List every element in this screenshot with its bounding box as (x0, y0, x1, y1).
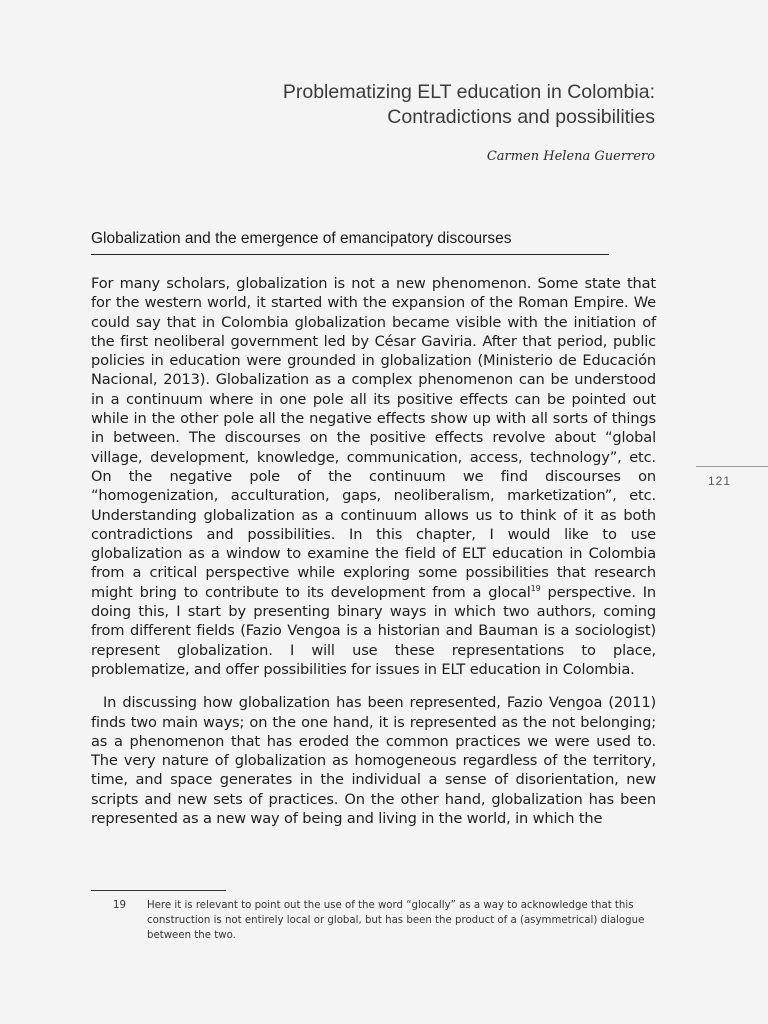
footnote-divider (91, 890, 226, 891)
body-text (91, 274, 656, 828)
paragraph-2: In discussing how globalization has been represented, Fazio Vengoa (2011) finds two main ways; on the one hand, it is represented as the not belonging; as a phenomenon that has eroded the common practices we were used to. The very nature of globalization as homogeneous regardless of the territory, time, and space generates in the individual a sense of disorientation, new scripts and new sets of practices. On the other hand, globalization has been represented as a new way of being and living in the world, in which the (91, 694, 656, 828)
section-heading: Globalization and the emergence of emancipatory discourses (91, 228, 609, 255)
paragraph-1 (91, 274, 656, 679)
author-name: Carmen Helena Guerrero (486, 149, 655, 164)
page-number-rule (696, 466, 768, 467)
footnote (91, 898, 656, 943)
chapter-title-line-1: Problematizing ELT education in Colombia: (282, 81, 655, 103)
chapter-title-line-2: Contradictions and possibilities (387, 106, 655, 128)
paragraph-1-continuation: perspective. In doing this, I start by presenting binary ways in which two authors, coming from different fields (Fazio Vengoa is a historian and Bauman is a sociologist) represent globalization. I will use these representations to place, problematize, and offer possibilities for issues in ELT education in Colombia. (91, 583, 656, 678)
footnote-number: 19 (113, 900, 126, 911)
page-number: 121 (708, 474, 732, 488)
paragraph-1-text: For many scholars, globalization is not a new phenomenon. Some state that for the western world, it started with the expansion of the Roman Empire. We could say that in Colombia globalization became visible with the initiation of the first neoliberal government led by César Gaviria. After that period, public policies in education were grounded in globalization (Ministerio de Educación Nacional, 2013). Globalization as a complex phenomenon can be understood in a continuum where in one pole all its positive effects can be pointed out while in the other pole all the negative effects show up with all sorts of things in between. The discourses on the positive effects revolve about “global village, development, knowledge, communication, access, technology”, etc. On the negative pole of the continuum we find discourses on “homogenization, acculturation, gaps, neoliberalism, marketization”, etc. Understanding globalization as a continuum allows us to think of it as both contradictions and possibilities. In this chapter, I would like to use globalization as a window to examine the field of ELT education in Colombia from a critical perspective while exploring some possibilities that research might bring to contribute to its development from a glocal (91, 275, 656, 601)
footnote-text: Here it is relevant to point out the use of the word “glocally” as a way to acknowledge that this construction is not entirely local or global, but has been the product of a (asymmetrical) dialogue between the two. (147, 900, 645, 941)
chapter-title (283, 80, 655, 130)
footnote-reference: 19 (530, 583, 541, 593)
